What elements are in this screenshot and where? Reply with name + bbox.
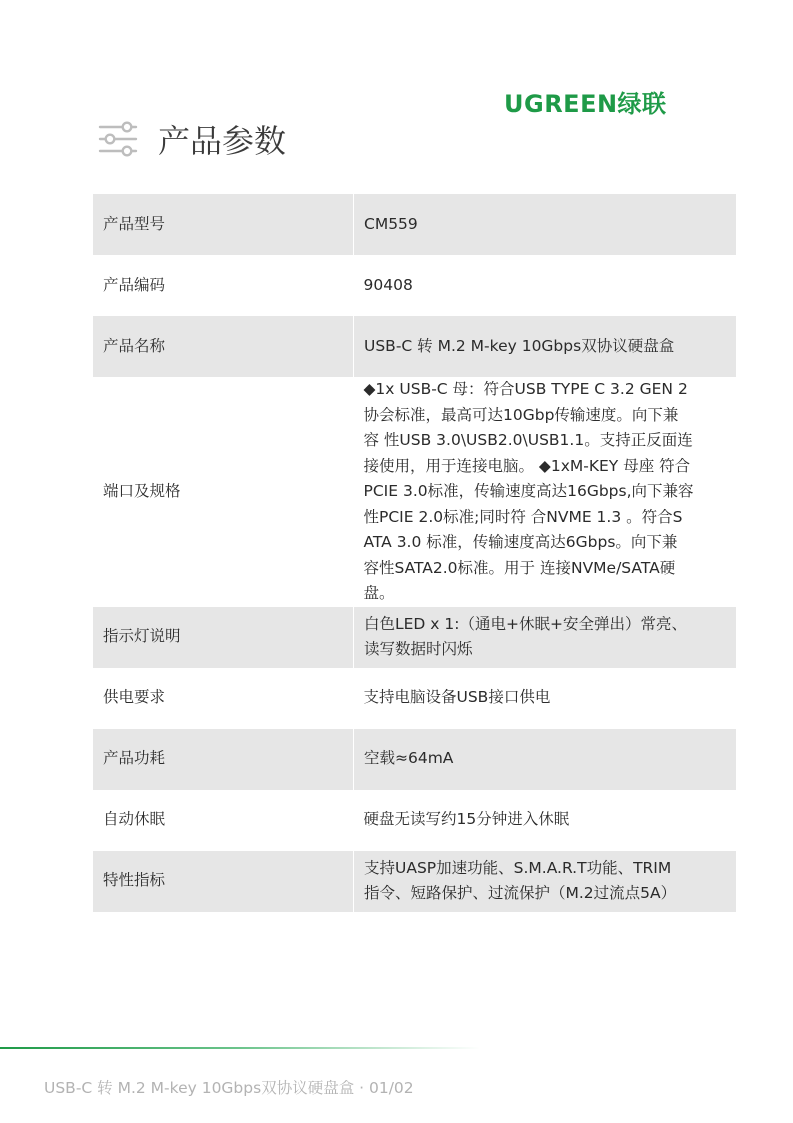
spec-label: 产品功耗 [93,729,354,790]
spec-value-line: 容 性USB 3.0\USB2.0\USB1.1。支持正反面连 [363,431,693,449]
spec-label: 端口及规格 [93,377,354,607]
spec-value-line: ATA 3.0 标准，传输速度高达6Gbps。向下兼 [363,533,678,551]
footer-caption: USB-C 转 M.2 M-key 10Gbps双协议硬盘盒 · 01/02 [44,1079,414,1097]
ugreen-logo: UGREEN绿联 [504,90,667,118]
spec-label: 供电要求 [93,668,354,729]
section-heading [98,118,286,160]
spec-label: 产品编码 [93,255,354,316]
spec-value [354,316,737,377]
spec-value-line: 支持电脑设备USB接口供电 [363,688,551,707]
page-title: 产品参数 [158,122,287,160]
table-row [93,194,736,255]
spec-label: 产品型号 [93,194,354,255]
table-row [93,377,736,607]
spec-value-line: 硬盘无读写约15分钟进入休眠 [363,810,570,829]
spec-value [354,790,737,851]
spec-value [354,729,737,790]
spec-value-line: CM559 [364,214,418,233]
table-row [93,316,736,377]
table-row [93,607,736,668]
spec-value-line: USB-C 转 M.2 M-key 10Gbps双协议硬盘盒 [364,336,675,355]
spec-value-line: 90408 [363,275,413,294]
spec-label: 指示灯说明 [93,607,354,668]
spec-value-line: 协会标准，最高可达10Gbp传输速度。向下兼 [363,405,679,424]
spec-label: 产品名称 [93,316,354,377]
spec-label: 特性指标 [93,851,354,912]
spec-value-line: 容性SATA2.0标准。用于 连接NVMe/SATA硬 [363,558,676,577]
spec-value [354,851,737,912]
spec-value-line: PCIE 3.0标准，传输速度高达16Gbps,向下兼容 [363,482,694,500]
spec-value [354,668,737,729]
spec-value [354,377,737,607]
spec-value-line: 盘。 [363,584,395,602]
spec-value-line: 空载≈64mA [364,749,454,768]
table-row [93,851,736,912]
spec-table [93,194,736,912]
spec-value-line: 支持UASP加速功能、S.M.A.R.T功能、TRIM [364,858,672,877]
spec-value [354,194,737,255]
spec-value-line: 性PCIE 2.0标准;同时符 合NVME 1.3 。符合S [363,507,683,526]
spec-value-line: 接使用，用于连接电脑。 ◆1xM-KEY 母座 符合 [363,456,691,475]
spec-label: 自动休眠 [93,790,354,851]
spec-value-line: 读写数据时闪烁 [364,640,473,658]
spec-value [354,607,737,668]
spec-value-line: 白色LED x 1:（通电+休眠+安全弹出）常亮、 [364,614,687,633]
table-row [93,255,736,316]
spec-value-line: ◆1x USB-C 母：符合USB TYPE C 3.2 GEN 2 [363,380,688,398]
sliders-icon [98,118,140,160]
spec-value-line: 指令、短路保护、过流保护（M.2过流点5A） [364,884,677,902]
table-row [93,790,736,851]
footer-divider [0,1047,480,1049]
table-row [93,729,736,790]
table-row [93,668,736,729]
spec-value [354,255,737,316]
